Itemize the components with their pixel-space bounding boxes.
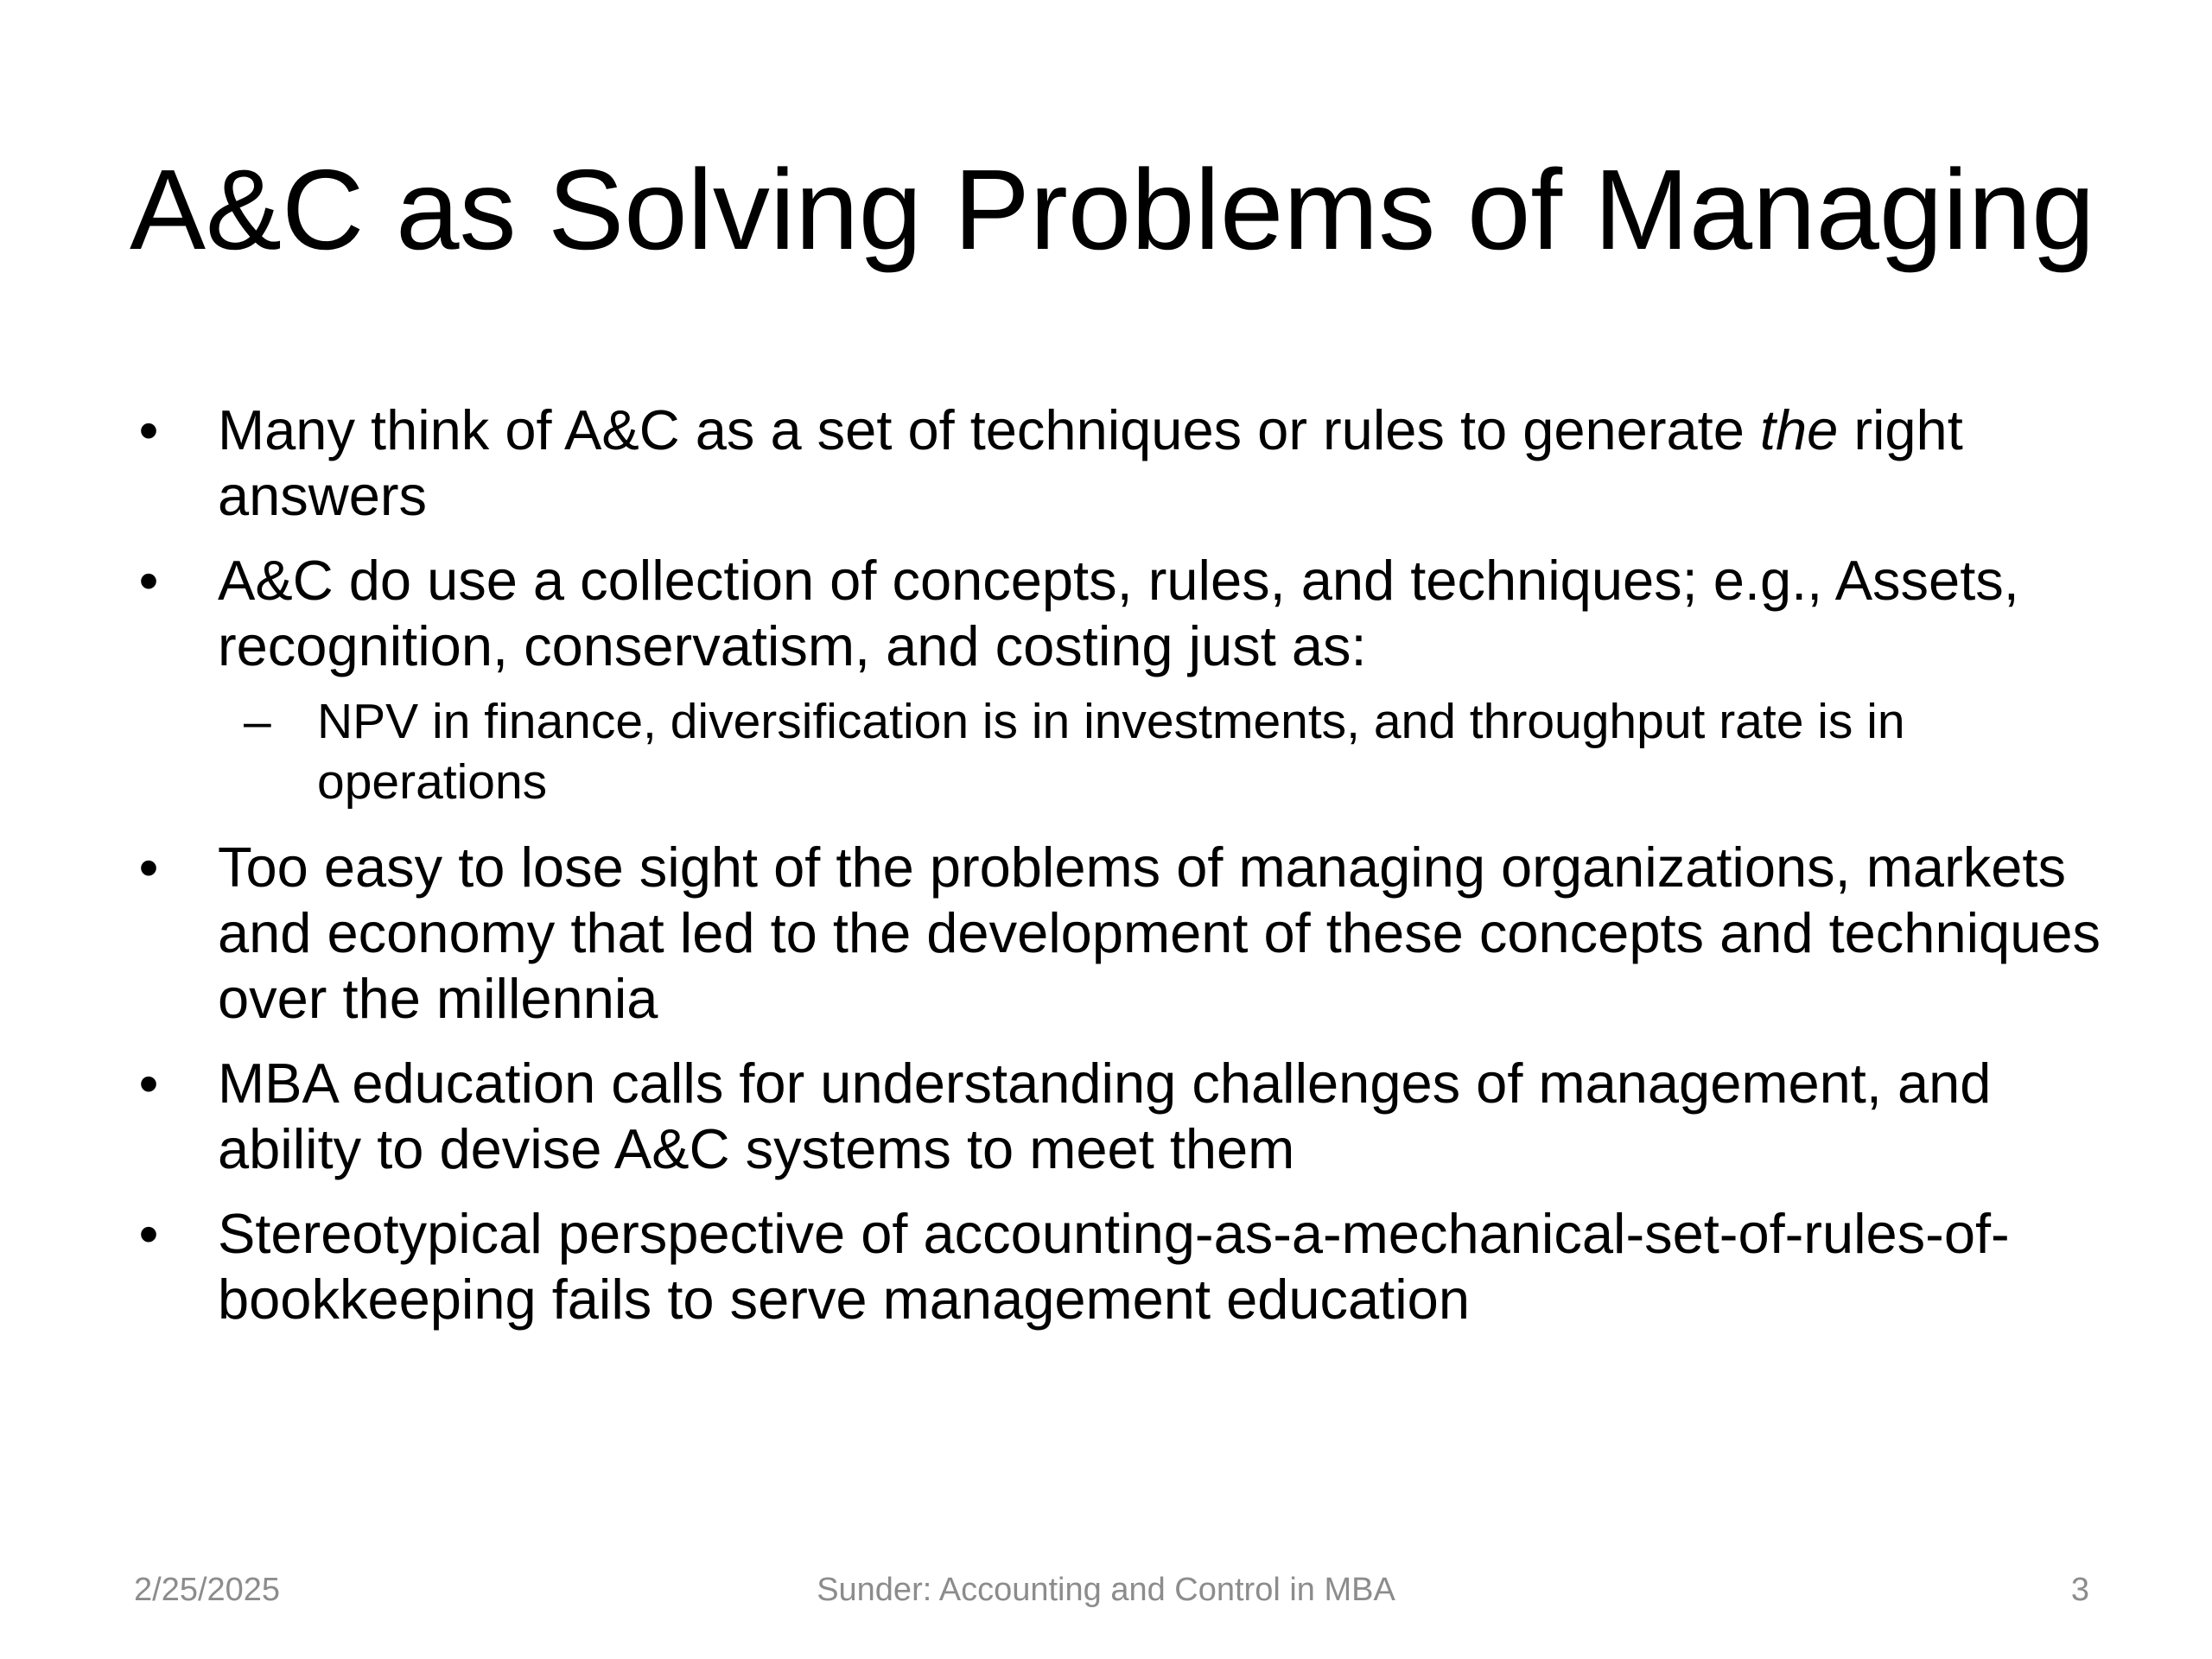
bullet-text: Stereotypical perspective of accounting-as-a-mechanical-set-of-rules-of-bookkeeping fails to serve management education: [218, 1202, 2010, 1331]
footer-page-number: 3: [2070, 1572, 2089, 1608]
bullet-item: [131, 397, 2119, 529]
bullet-emphasis: the: [1759, 398, 1839, 461]
bullet-marker: •: [138, 1202, 159, 1265]
bullet-marker: •: [138, 398, 159, 461]
sub-bullet-marker: –: [244, 694, 271, 749]
bullet-text: Too easy to lose sight of the problems of managing organizations, markets and economy that led to the development of these concepts and techniques over the millennia: [218, 836, 2101, 1030]
bullet-item: [131, 835, 2119, 1032]
bullet-item: [131, 1051, 2119, 1182]
bullet-list: [131, 397, 2119, 1351]
bullet-marker: •: [138, 1052, 159, 1115]
sub-bullet-text: NPV in finance, diversification is in investments, and throughput rate is in operations: [317, 694, 1905, 810]
sub-bullet-item: [131, 691, 2119, 812]
bullet-text: Many think of A&C as a set of techniques or rules to generate: [218, 398, 1760, 461]
slide-title: A&C as Solving Problems of Managing: [130, 146, 2095, 273]
bullet-text: MBA education calls for understanding challenges of management, and ability to devise A&C systems to meet them: [218, 1052, 1992, 1180]
footer-title: Sunder: Accounting and Control in MBA: [817, 1572, 1395, 1608]
bullet-marker: •: [138, 836, 159, 899]
bullet-marker: •: [138, 549, 159, 612]
footer-date: 2/25/2025: [134, 1572, 281, 1608]
bullet-item: [131, 1201, 2119, 1332]
bullet-text: right answers: [218, 398, 1963, 527]
bullet-item: [131, 548, 2119, 679]
bullet-text: A&C do use a collection of concepts, rules, and techniques; e.g., Assets, recognition, conservatism, and costing just as:: [218, 549, 2019, 677]
